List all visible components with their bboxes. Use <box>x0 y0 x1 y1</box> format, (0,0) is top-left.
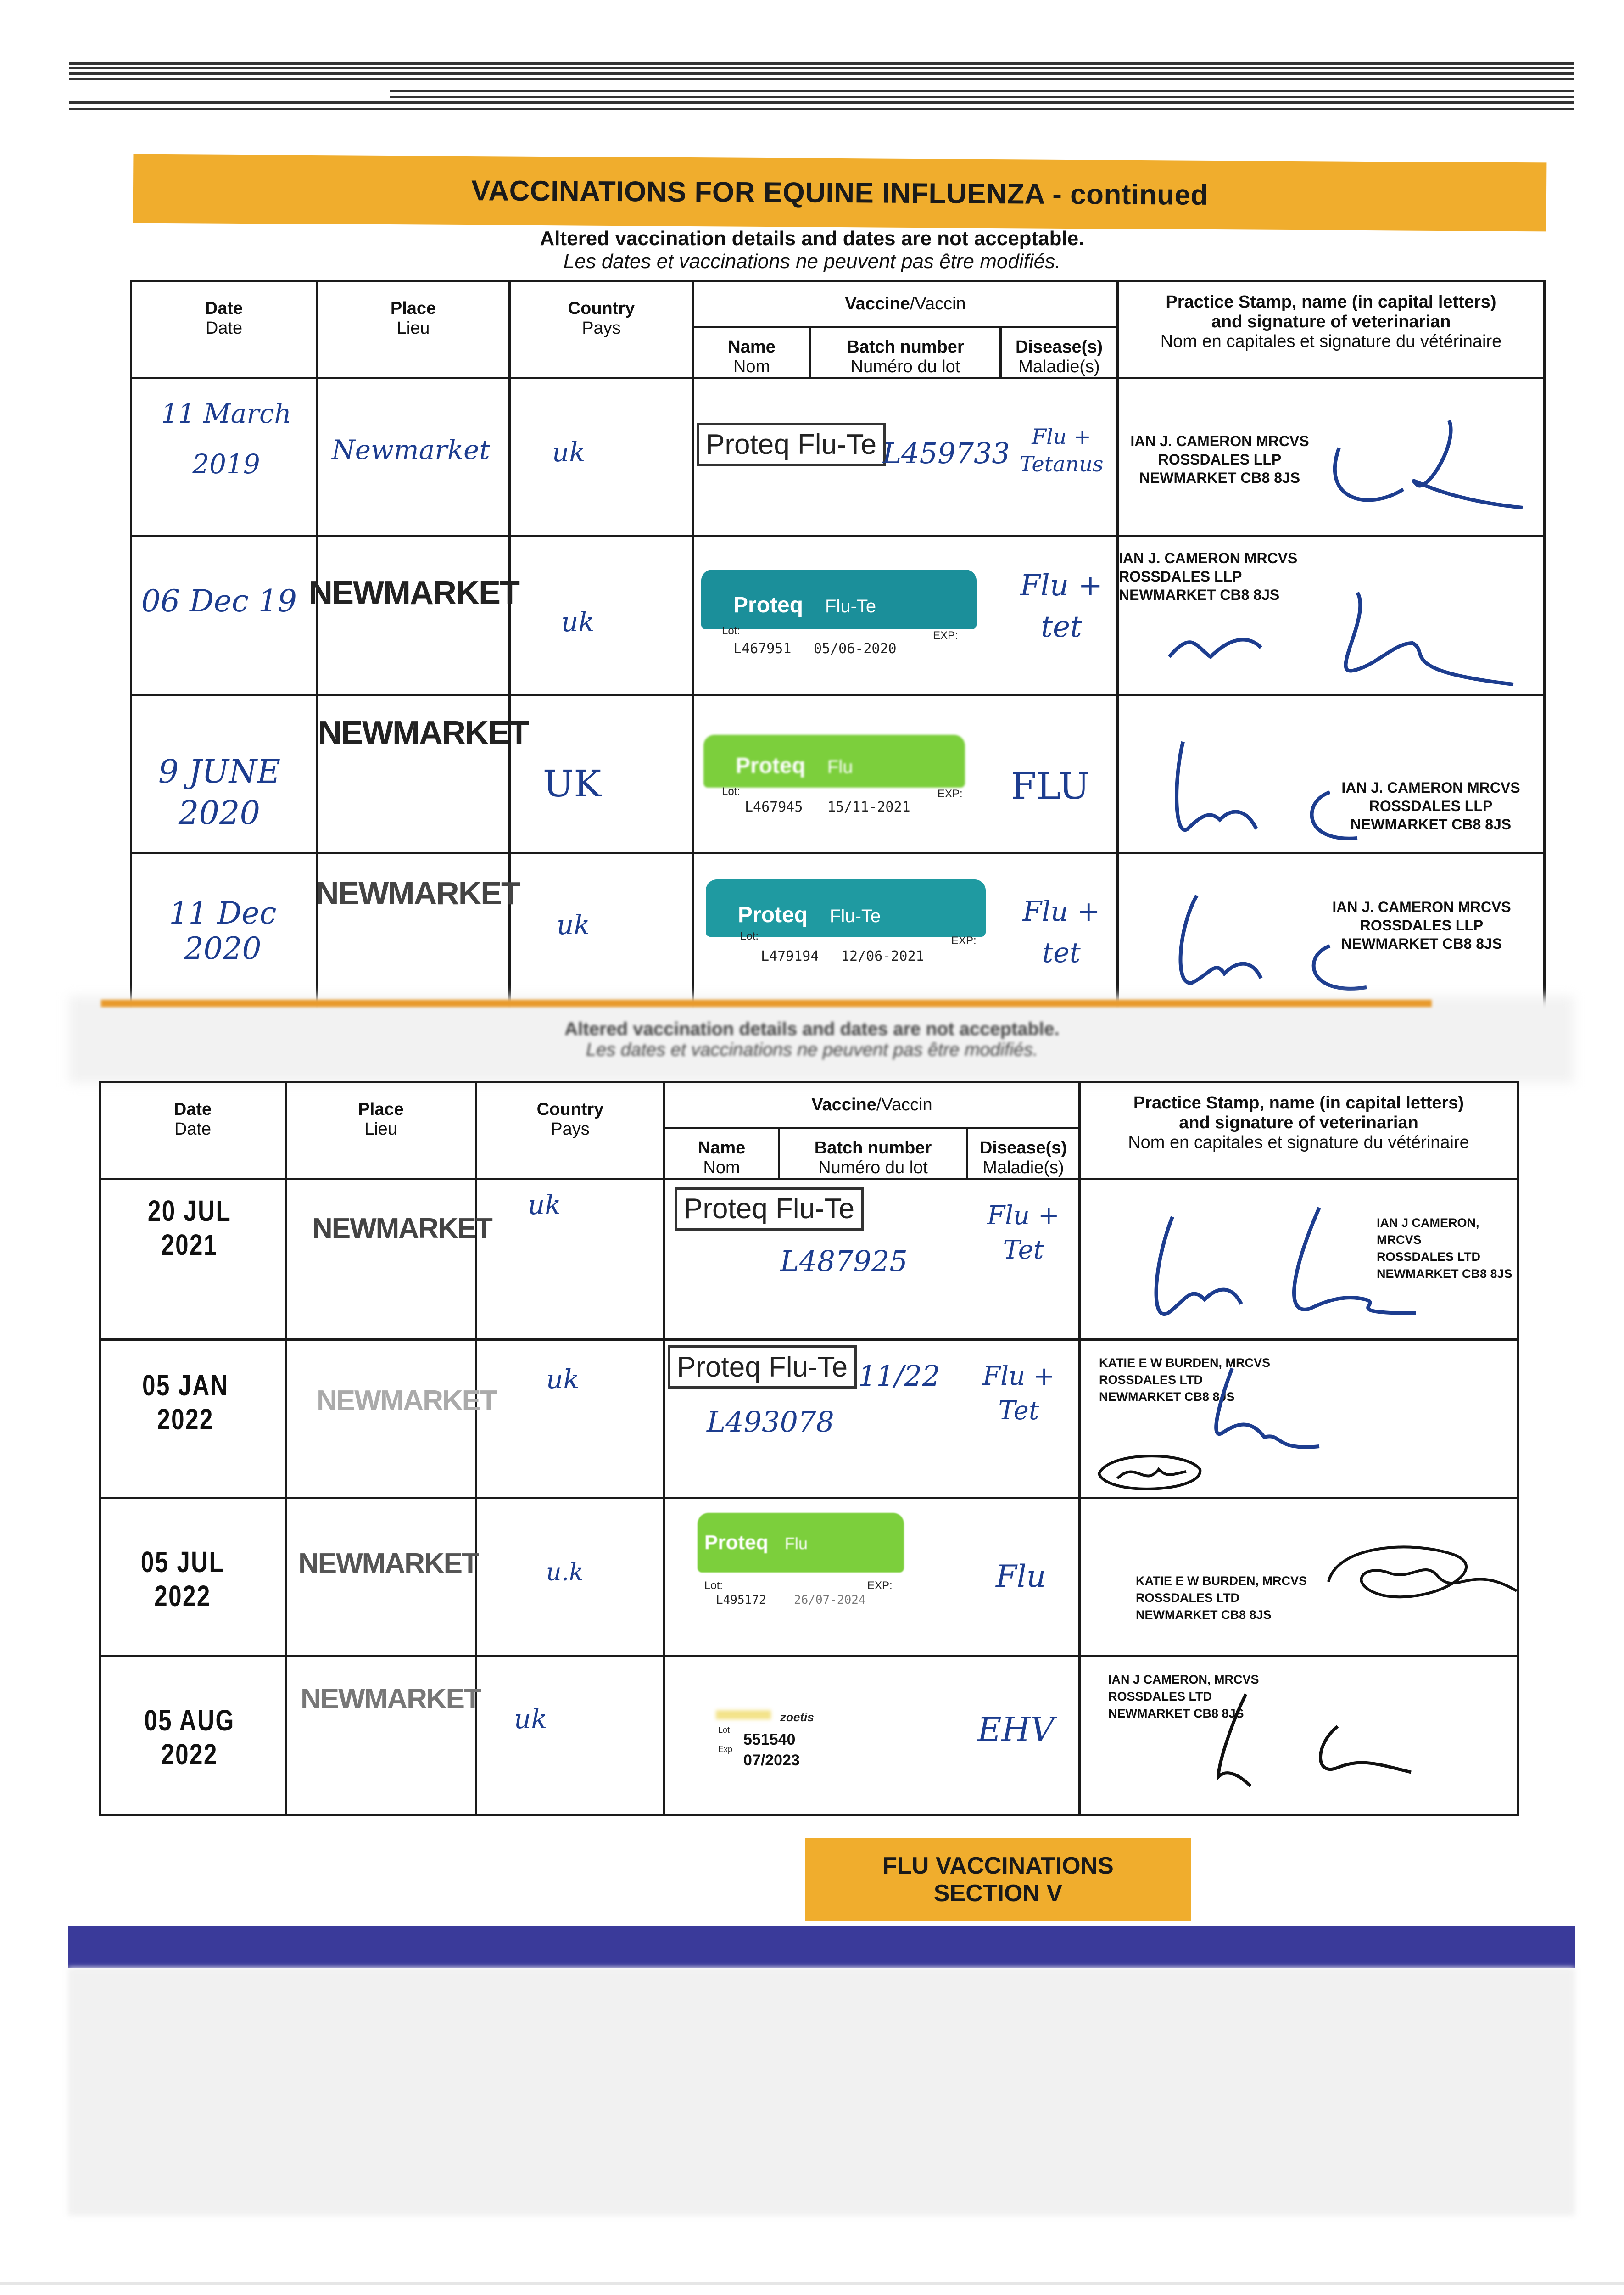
header-vaccine: Vaccine/Vaccin <box>693 281 1118 327</box>
country-cell: uk <box>476 1179 664 1340</box>
faded-orange-rule <box>101 1000 1432 1007</box>
date-cell: 20 JUL 2021 <box>100 1179 286 1340</box>
header-country: Country Pays <box>510 281 693 378</box>
header-country: Country Pays <box>476 1082 664 1179</box>
vet-stamp-cell: IAN J CAMERON, MRCVS ROSSDALES LTD NEWMARKET CB8 8JS <box>1080 1179 1518 1340</box>
date-cell: 9 JUNE 2020 <box>131 695 317 853</box>
vaccine-name-stamp: Proteq Flu-Te <box>668 1345 857 1389</box>
header-place: Place Lieu <box>317 281 510 378</box>
lot-number: L467945 <box>745 799 803 815</box>
header-batch: Batch number Numéro du lot <box>810 327 1001 378</box>
expiry-date: 26/07-2024 <box>794 1593 866 1607</box>
disease-text: Flu <box>996 1559 1046 1594</box>
header-disease: Disease(s) Maladie(s) <box>1001 327 1118 378</box>
place-cell: NEWMARKET <box>286 1179 476 1340</box>
signature <box>1146 882 1376 1001</box>
country-cell: uk <box>510 853 693 1012</box>
notice-french: Les dates et vaccinations ne peuvent pas être modifiés. <box>563 250 1061 273</box>
vet-stamp-cell: IAN J. CAMERON MRCVS ROSSDALES LLP NEWMARKET CB8 8JS <box>1118 853 1545 1012</box>
country-cell: uk <box>510 537 693 695</box>
scan-border-top <box>69 57 1574 115</box>
vaccine-label-sticker: Proteq Flu-Te <box>701 570 977 629</box>
disease-text: EHV <box>977 1710 1055 1749</box>
vaccine-brand: zoetis <box>780 1710 814 1724</box>
scan-edge <box>0 2282 1624 2285</box>
vaccine-cell <box>664 1340 1080 1498</box>
signature <box>1319 1527 1521 1618</box>
expiry-date: 15/11-2021 <box>827 799 910 815</box>
scan-background <box>68 1968 1575 2216</box>
place-cell: NEWMARKET <box>317 537 510 695</box>
date-cell: 11 Dec 2020 <box>131 853 317 1012</box>
header-date: Date Date <box>100 1082 286 1179</box>
notice-english: Altered vaccination details and dates are not acceptable. <box>564 1019 1060 1039</box>
date-cell: 05 JAN 2022 <box>100 1340 286 1498</box>
disease-text: FLU <box>1011 765 1090 807</box>
batch-number: L459733 <box>882 437 1010 470</box>
vaccine-name-stamp: Proteq Flu-Te <box>675 1187 864 1231</box>
vaccine-cell <box>664 1179 1080 1340</box>
vet-stamp-cell: IAN J. CAMERON MRCVS ROSSDALES LLP NEWMARKET CB8 8JS <box>1118 537 1545 695</box>
header-practice-stamp: Practice Stamp, name (in capital letters) and signature of veterinarian Nom en capitales et signature du vétérinaire <box>1080 1082 1518 1179</box>
lot-number: L467951 <box>733 641 792 657</box>
batch-note: 11/22 <box>858 1359 940 1393</box>
date-cell: 05 AUG 2022 <box>100 1657 286 1815</box>
header-name: Name Nom <box>693 327 810 378</box>
alteration-notice-faded <box>0 1019 1624 1060</box>
signature <box>1146 723 1376 852</box>
date-cell: 06 Dec 19 <box>131 537 317 695</box>
header-date: Date Date <box>131 281 317 378</box>
vaccine-cell: zoetis Lot Exp 551540 07/2023 EHV <box>664 1657 1080 1815</box>
signature <box>1081 1359 1356 1497</box>
vaccination-table-2 <box>99 1081 1519 1816</box>
place-cell: NEWMARKET <box>286 1340 476 1498</box>
signature <box>1163 1685 1420 1804</box>
header-batch: Batch number Numéro du lot <box>779 1128 967 1179</box>
date-cell: 11 March 2019 <box>131 378 317 537</box>
vet-stamp-cell: KATIE E W BURDEN, MRCVS ROSSDALES LTD NEWMARKET CB8 8JS <box>1080 1340 1518 1498</box>
table-row <box>131 853 1545 1012</box>
vet-stamp-cell: IAN J CAMERON, MRCVS ROSSDALES LTD NEWMARKET CB8 8JS <box>1080 1657 1518 1815</box>
header-name: Name Nom <box>664 1128 779 1179</box>
section-line-1: FLU VACCINATIONS <box>882 1853 1114 1879</box>
section-line-2: SECTION V <box>933 1880 1063 1907</box>
batch-number: L493078 <box>707 1405 834 1439</box>
vaccine-cell: Proteq Flu-Te Lot: EXP: L467951 05/06-2020 Flu + tet <box>693 537 1118 695</box>
section-divider-bar <box>68 1926 1575 1968</box>
country-cell: u.k <box>476 1498 664 1657</box>
table-row <box>100 1657 1518 1815</box>
table-row <box>131 378 1545 537</box>
table-row <box>100 1179 1518 1340</box>
signature <box>1311 407 1532 526</box>
lot-number: L495172 <box>716 1593 766 1607</box>
vaccine-cell: Proteq Flu Lot: EXP: L467945 15/11-2021 FLU <box>693 695 1118 853</box>
country-cell: uk <box>476 1657 664 1815</box>
disease-text: Flu + Tet <box>987 1201 1060 1265</box>
vaccine-cell: Proteq Flu-Te Lot: EXP: L479194 12/06-2021 Flu + tet <box>693 853 1118 1012</box>
vaccine-label-sticker: Proteq Flu <box>703 735 965 788</box>
header-vaccine: Vaccine/Vaccin <box>664 1082 1080 1128</box>
country-cell: uk <box>510 378 693 537</box>
expiry-date: 12/06-2021 <box>841 948 924 964</box>
vaccine-label-sticker: Proteq Flu <box>698 1513 904 1573</box>
date-cell: 05 JUL 2022 <box>100 1498 286 1657</box>
header-disease: Disease(s) Maladie(s) <box>967 1128 1080 1179</box>
signature <box>1117 1194 1420 1327</box>
notice-english: Altered vaccination details and dates are not acceptable. <box>540 227 1084 250</box>
batch-number: L487925 <box>780 1244 908 1278</box>
disease-text: Flu + Tet <box>982 1361 1055 1426</box>
lot-number: 551540 <box>743 1731 796 1748</box>
header-place: Place Lieu <box>286 1082 476 1179</box>
vaccine-label-sticker: Proteq Flu-Te <box>706 879 986 937</box>
expiry-date: 05/06-2020 <box>814 641 897 657</box>
faded-label <box>716 1710 771 1719</box>
section-title-bar <box>133 154 1547 232</box>
alteration-notice <box>0 227 1624 273</box>
country-cell: UK <box>510 695 693 853</box>
table-row <box>100 1340 1518 1498</box>
disease-text: Flu + tet <box>1020 569 1103 644</box>
vaccine-cell <box>693 378 1118 537</box>
vaccine-name-stamp: Proteq Flu-Te <box>697 423 886 466</box>
table-row <box>100 1498 1518 1657</box>
vet-stamp-cell: KATIE E W BURDEN, MRCVS ROSSDALES LTD NEWMARKET CB8 8JS <box>1080 1498 1518 1657</box>
vaccination-table-1 <box>130 280 1546 1013</box>
place-cell: NEWMARKET <box>317 695 510 853</box>
vet-stamp-cell: IAN J. CAMERON MRCVS ROSSDALES LLP NEWMARKET CB8 8JS <box>1118 695 1545 853</box>
disease-text: Flu + Tetanus <box>1019 424 1104 476</box>
place-cell: NEWMARKET <box>317 853 510 1012</box>
disease-text: Flu + tet <box>1022 896 1100 969</box>
vet-stamp-cell: IAN J. CAMERON MRCVS ROSSDALES LLP NEWMARKET CB8 8JS <box>1118 378 1545 537</box>
country-cell: uk <box>476 1340 664 1498</box>
signature <box>1155 574 1523 694</box>
header-practice-stamp: Practice Stamp, name (in capital letters) and signature of veterinarian Nom en capitales et signature du vétérinaire <box>1118 281 1545 378</box>
vaccine-cell: Proteq Flu Lot: EXP: L495172 26/07-2024 Flu <box>664 1498 1080 1657</box>
section-label-box <box>805 1838 1191 1921</box>
notice-french: Les dates et vaccinations ne peuvent pas être modifiés. <box>586 1040 1038 1060</box>
lot-number: L479194 <box>761 948 819 964</box>
expiry-date: 07/2023 <box>743 1752 800 1769</box>
place-cell: NEWMARKET <box>286 1498 476 1657</box>
table-row <box>131 695 1545 853</box>
place-cell: Newmarket <box>317 378 510 537</box>
table-row <box>131 537 1545 695</box>
place-cell: NEWMARKET <box>286 1657 476 1815</box>
page-title: VACCINATIONS FOR EQUINE INFLUENZA - continued <box>471 174 1209 211</box>
